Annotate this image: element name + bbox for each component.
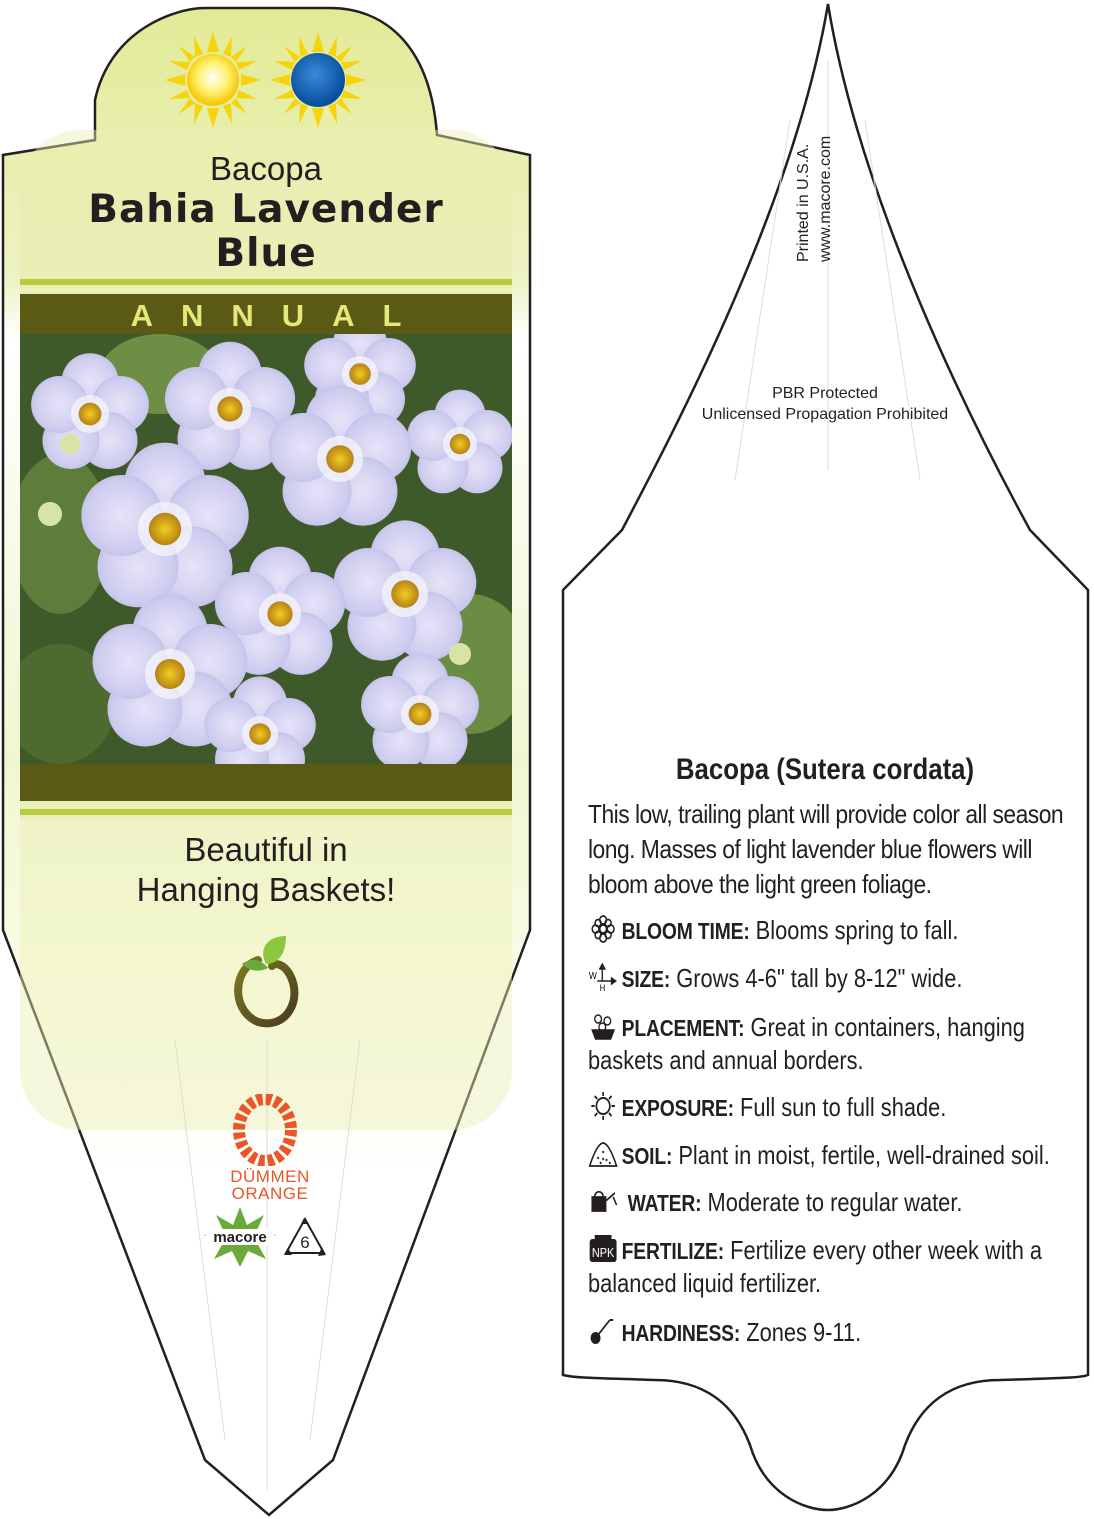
water-value: Moderate to regular water.	[707, 1187, 963, 1217]
hardiness-label: HARDINESS:	[621, 1320, 741, 1346]
info-row-exposure	[588, 1090, 991, 1126]
common-name: Bacopa	[210, 150, 322, 187]
info-row-bloom-time	[588, 913, 991, 949]
info-row-fertilize-cont	[588, 1266, 991, 1301]
pbr-line-1: PBR Protected	[772, 385, 878, 402]
fertilize-value-2: balanced liquid fertilizer.	[588, 1268, 822, 1298]
info-row-hardiness	[588, 1315, 991, 1351]
tagline	[60, 830, 472, 910]
info-row-size	[588, 961, 991, 997]
recycle-number: 6	[300, 1233, 310, 1252]
placement-label: PLACEMENT:	[621, 1015, 745, 1041]
description: This low, trailing plant will provide color all season long. Masses of light lavender blue flowers will bloom above the light green foliage.	[588, 799, 1064, 899]
brand-line-1: DÜMMEN	[230, 1167, 310, 1186]
soil-pile-icon	[588, 1140, 618, 1168]
info-row-placement-cont	[588, 1043, 991, 1078]
soil-value: Plant in moist, fertile, well-drained soil.	[678, 1140, 1050, 1170]
printed-in-line: Printed in U.S.A.	[795, 143, 812, 262]
leaf-swirl-logo	[228, 930, 308, 1030]
fertilize-label: FERTILIZE:	[621, 1238, 725, 1264]
water-label: WATER:	[627, 1190, 702, 1216]
fertilize-value: Fertilize every other week with a	[730, 1235, 1043, 1265]
flower-icon	[588, 915, 618, 943]
website-line: www.macore.com	[817, 135, 834, 262]
dummen-orange-wordmark	[210, 1168, 330, 1202]
dummen-orange-logo	[232, 1094, 298, 1166]
recycle-6-icon	[282, 1215, 328, 1261]
info-row-placement	[588, 1010, 1025, 1046]
info-row-soil	[588, 1138, 1050, 1174]
size-wh-icon	[588, 963, 618, 991]
macore-logo	[200, 1205, 280, 1269]
npk-icon-text: NPK	[591, 1245, 615, 1261]
pbr-notice	[660, 383, 990, 425]
bloom-time-label: BLOOM TIME:	[621, 918, 750, 944]
sun-outline-icon	[588, 1092, 618, 1120]
variety-name	[28, 188, 504, 276]
placement-value-2: baskets and annual borders.	[588, 1045, 864, 1075]
size-icon-w: W	[588, 970, 597, 982]
bloom-time-value: Blooms spring to fall.	[755, 915, 959, 945]
flower-photo	[20, 334, 512, 764]
soil-label: SOIL:	[621, 1143, 673, 1169]
pbr-line-2: Unlicensed Propagation Prohibited	[701, 406, 949, 423]
placement-value: Great in containers, hanging	[750, 1012, 1025, 1042]
category-label: ANNUAL	[130, 298, 430, 333]
placement-flowers-icon	[588, 1012, 618, 1040]
thermometer-icon	[588, 1317, 618, 1345]
watering-can-icon	[588, 1187, 618, 1215]
size-label: SIZE:	[621, 966, 671, 992]
info-row-water	[588, 1185, 991, 1221]
macore-wordmark: macore	[213, 1229, 267, 1246]
shade-icon	[268, 30, 368, 130]
size-value: Grows 4-6" tall by 8-12" wide.	[676, 963, 963, 993]
tagline-line-1: Beautiful in	[184, 831, 348, 868]
variety-line-2: Blue	[215, 231, 317, 276]
brand-line-2: ORANGE	[231, 1184, 309, 1203]
variety-line-1: Bahia Lavender	[88, 187, 444, 232]
hardiness-value: Zones 9-11.	[746, 1317, 862, 1347]
tagline-line-2: Hanging Baskets!	[136, 871, 396, 908]
size-icon-h: H	[599, 982, 606, 991]
printed-in-usa	[793, 62, 837, 262]
exposure-label: EXPOSURE:	[621, 1095, 734, 1121]
npk-icon	[588, 1235, 618, 1263]
full-sun-icon	[163, 30, 263, 130]
info-row-fertilize	[588, 1233, 1043, 1269]
exposure-value: Full sun to full shade.	[739, 1092, 947, 1122]
back-title: Bacopa (Sutera cordata)	[675, 753, 975, 786]
